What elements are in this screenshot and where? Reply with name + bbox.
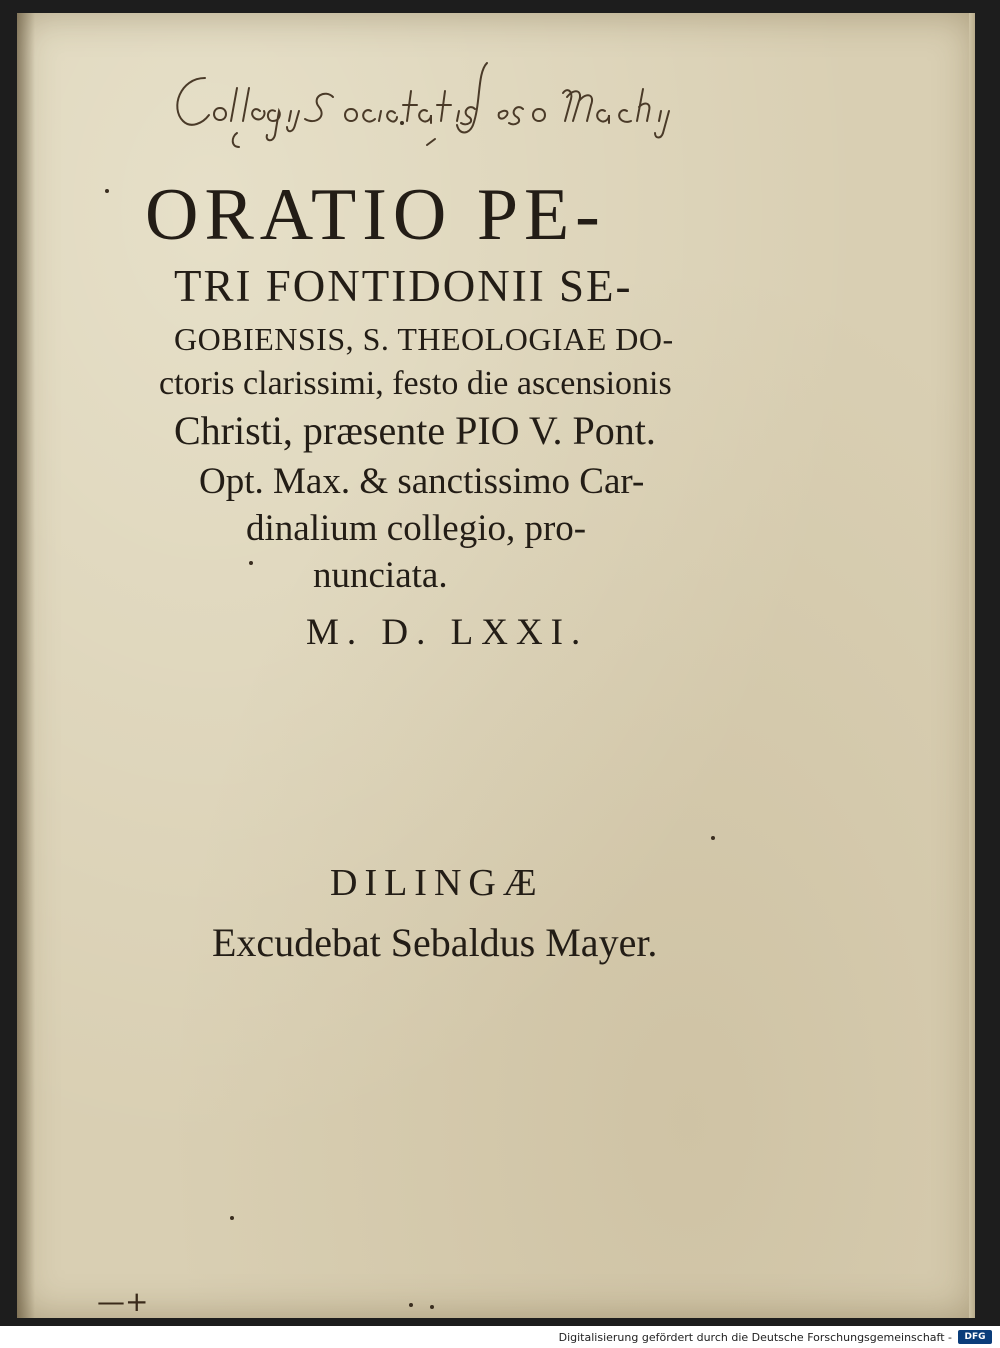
title-line-6: Opt. Max. & sanctissimo Car- xyxy=(199,461,645,502)
ink-speck xyxy=(249,561,253,565)
title-line-7: dinalium collegio, pro- xyxy=(246,508,587,549)
title-line-4: ctoris clarissimi, festo die ascensionis xyxy=(159,365,672,402)
footer-credit: Digitalisierung gefördert durch die Deutsche Forschungsgemeinschaft - xyxy=(558,1331,952,1344)
dfg-logo-icon: DFG xyxy=(958,1330,992,1344)
ink-speck xyxy=(230,1216,234,1220)
ink-speck xyxy=(430,1305,434,1309)
ink-speck xyxy=(409,1303,413,1307)
title-block xyxy=(127,174,767,653)
imprint xyxy=(197,861,717,966)
title-line-2: TRI FONTIDONII SE- xyxy=(174,261,633,311)
ink-speck xyxy=(711,836,715,840)
ink-speck xyxy=(400,121,404,125)
handwritten-signature-image xyxy=(165,53,685,153)
publication-year: M. D. LXXI. xyxy=(306,612,589,653)
spine-shadow xyxy=(17,13,35,1318)
ink-speck xyxy=(105,189,109,193)
title-line-3: GOBIENSIS, S. THEOLOGIAE DO- xyxy=(174,321,674,357)
book-page xyxy=(17,13,975,1318)
title-line-1: ORATIO PE- xyxy=(145,174,606,256)
page-edge xyxy=(969,13,975,1318)
footer-bar xyxy=(0,1326,1000,1348)
imprint-printer: Excudebat Sebaldus Mayer. xyxy=(212,920,658,965)
imprint-place: DILINGÆ xyxy=(330,862,544,904)
ownership-signature xyxy=(165,53,685,153)
title-line-8: nunciata. xyxy=(313,555,448,596)
cross-mark-icon: —+ xyxy=(97,1285,149,1318)
title-line-5: Christi, præsente PIO V. Pont. xyxy=(174,408,656,453)
